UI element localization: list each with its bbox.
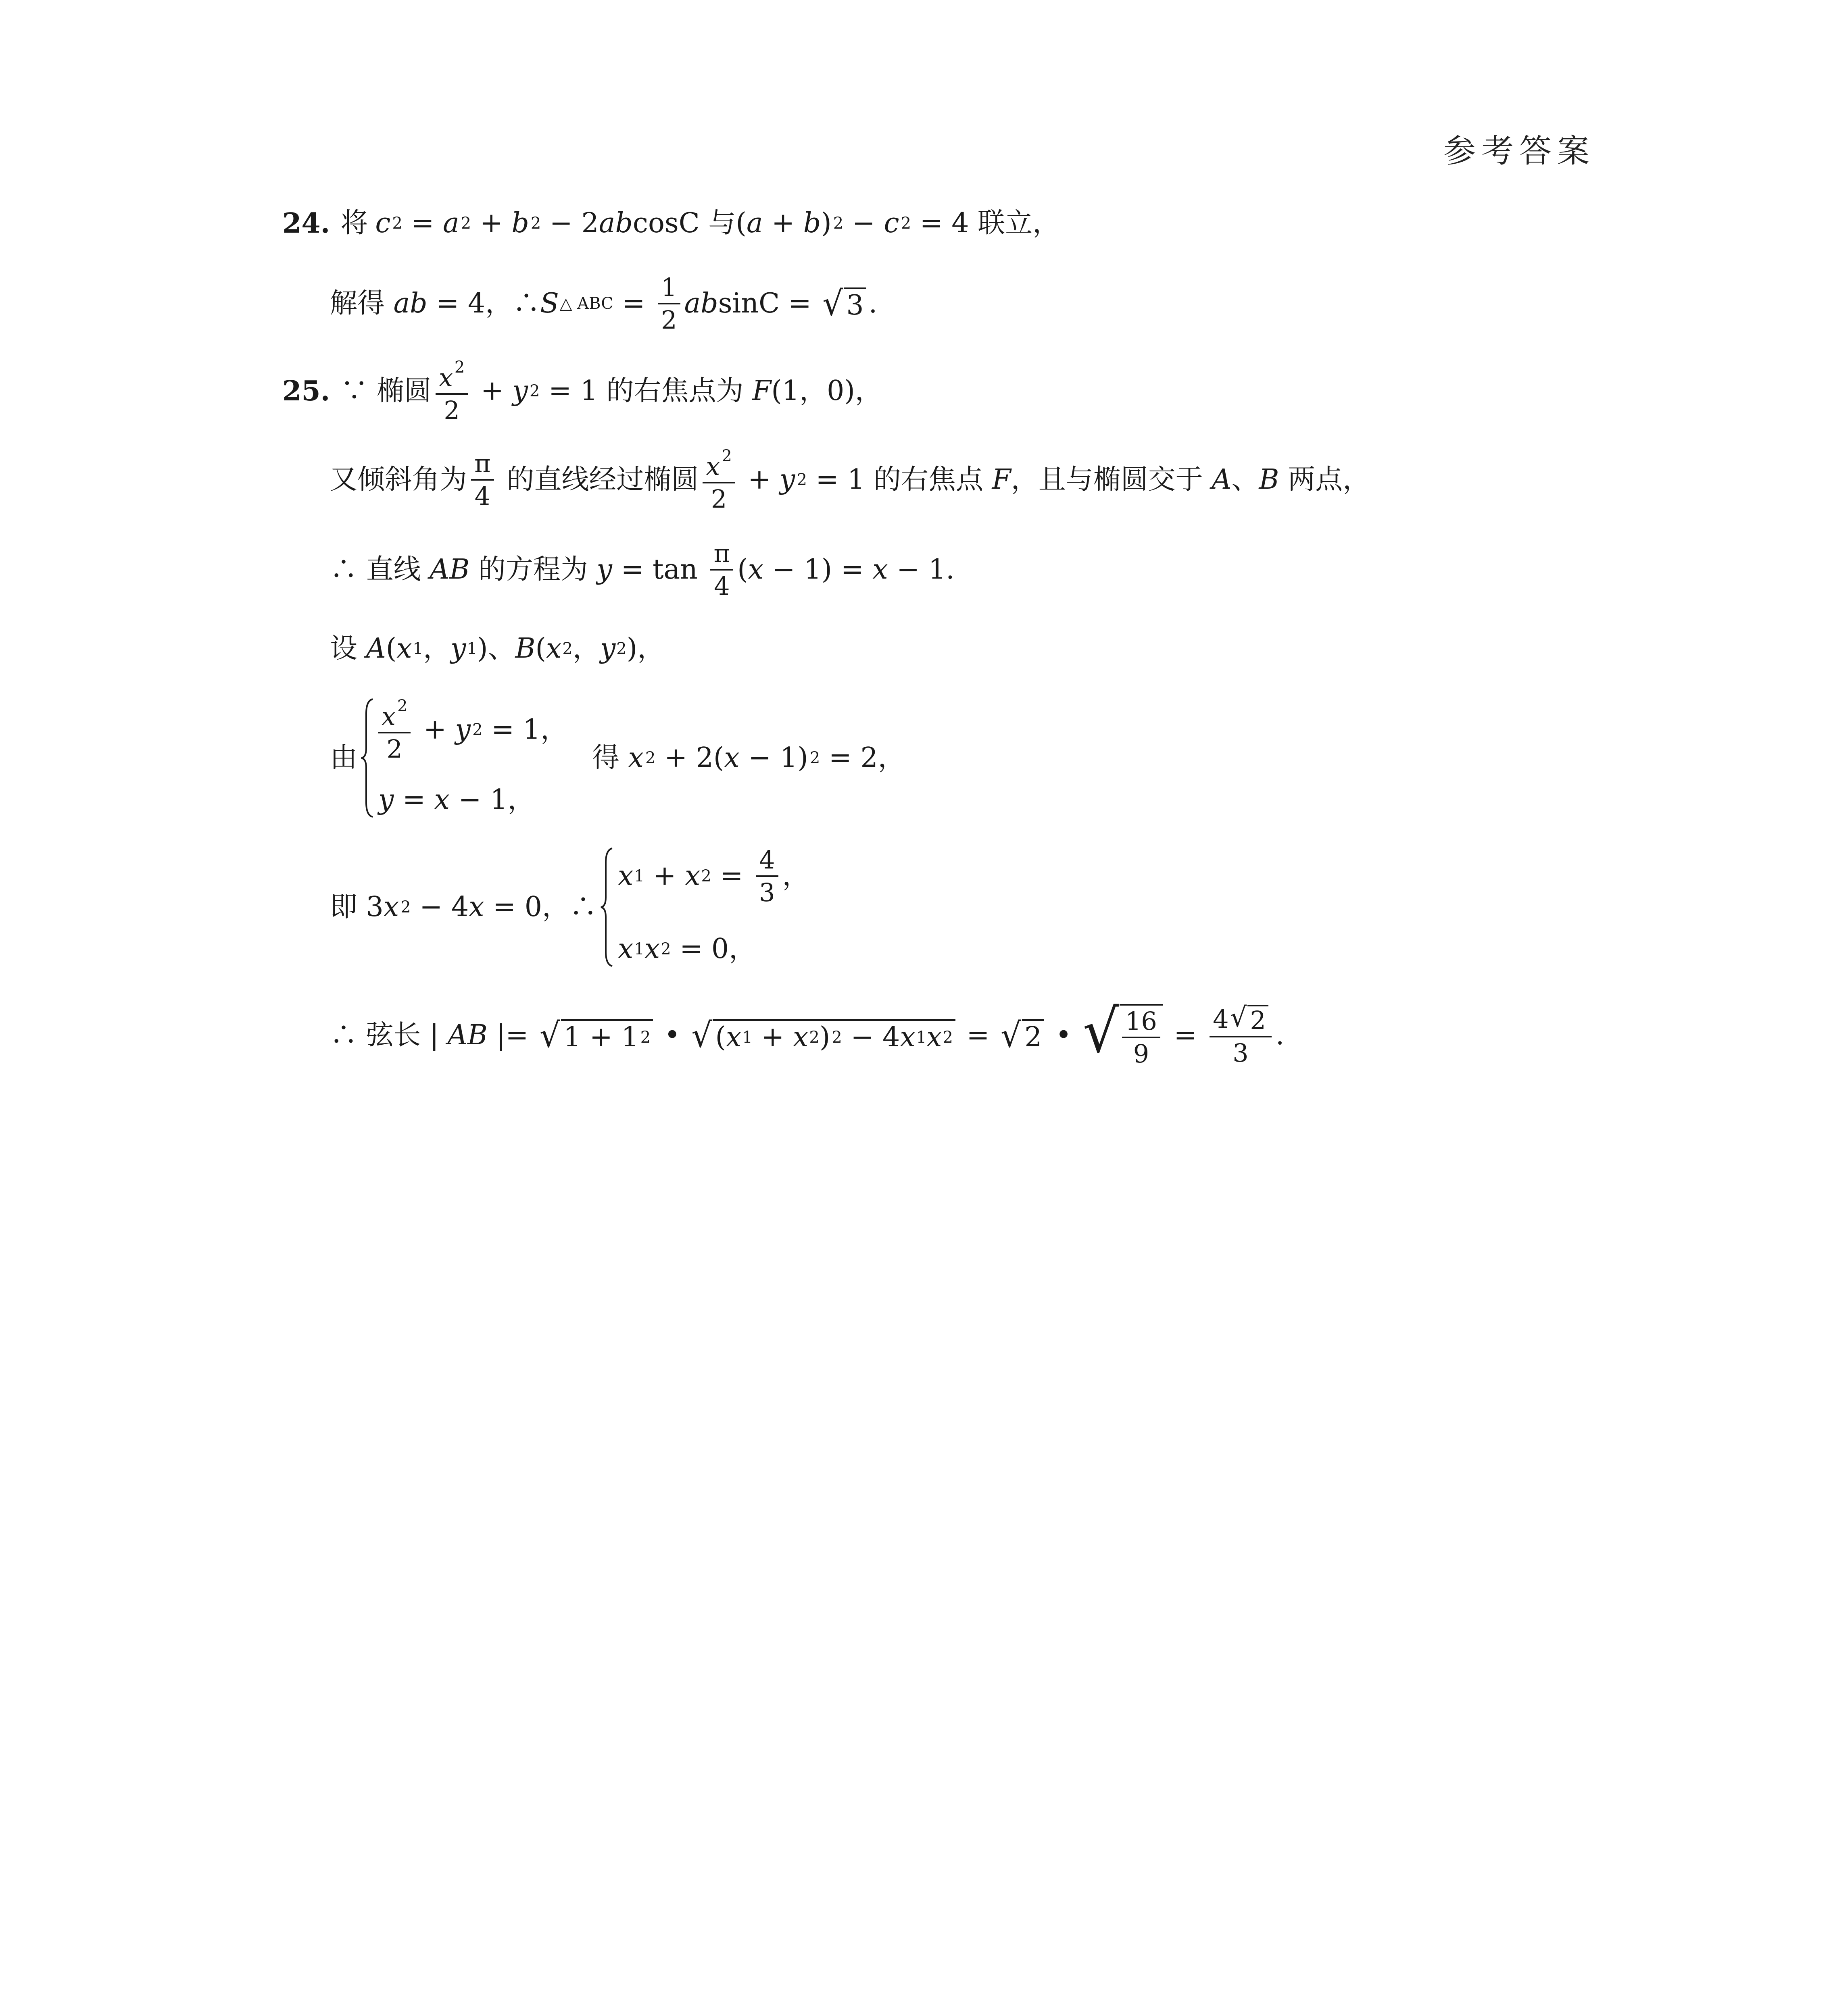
var-y: y bbox=[512, 375, 528, 407]
fraction bbox=[710, 540, 733, 599]
exponent: 2 bbox=[472, 721, 483, 739]
text: 设 bbox=[330, 633, 366, 664]
text: + bbox=[763, 207, 803, 239]
text: + bbox=[415, 714, 455, 746]
text: − 1， bbox=[450, 784, 535, 816]
text: (1，0)， bbox=[771, 375, 882, 407]
text: ( bbox=[386, 633, 397, 664]
var-b: b bbox=[511, 207, 529, 239]
subscript: 2 bbox=[562, 639, 573, 658]
var-x: x bbox=[469, 891, 484, 923]
var-B: B bbox=[515, 633, 536, 664]
text: sinC = bbox=[718, 287, 820, 320]
text: 即 3 bbox=[330, 891, 384, 923]
text: . bbox=[1275, 1019, 1285, 1052]
fraction bbox=[1122, 1008, 1160, 1067]
var-AB: AB bbox=[430, 554, 470, 586]
var-x: x bbox=[685, 860, 701, 892]
text: 两点， bbox=[1279, 464, 1370, 496]
text: 1 + 1 bbox=[563, 1021, 639, 1054]
var-b: b bbox=[803, 207, 821, 239]
square-root bbox=[1001, 1015, 1044, 1055]
exponent: 2 bbox=[397, 697, 408, 715]
var-AB: AB bbox=[447, 1019, 488, 1052]
subscript: 1 bbox=[634, 940, 644, 958]
numerator: 4 bbox=[756, 847, 778, 877]
text: + bbox=[472, 375, 513, 407]
square-root bbox=[822, 283, 866, 323]
text: ∴ 直线 bbox=[330, 554, 430, 586]
text: )、 bbox=[477, 633, 515, 664]
var-F: F bbox=[992, 464, 1011, 496]
text: • bbox=[1047, 1019, 1080, 1052]
problem-24-line-2 bbox=[330, 274, 877, 333]
text: = bbox=[1165, 1019, 1206, 1052]
equation-row bbox=[618, 935, 810, 968]
radical-sign: √ bbox=[539, 1015, 560, 1055]
text: = bbox=[402, 207, 443, 239]
left-brace-icon bbox=[599, 847, 615, 968]
subscript: 2 bbox=[943, 1028, 953, 1047]
page-header: 参考答案 bbox=[1443, 132, 1595, 170]
text: . bbox=[868, 287, 878, 320]
radical-sign: √ bbox=[691, 1015, 712, 1055]
text: ， bbox=[423, 633, 451, 664]
var-x: x bbox=[382, 702, 396, 731]
var-F: F bbox=[752, 375, 772, 407]
text: = 1， bbox=[482, 714, 568, 746]
subscript: 2 bbox=[616, 639, 627, 658]
var-x: x bbox=[618, 860, 634, 892]
text: • bbox=[655, 1019, 689, 1052]
denominator: 3 bbox=[1233, 1038, 1249, 1068]
numerator: π bbox=[471, 450, 494, 481]
text: + 2( bbox=[655, 742, 724, 774]
exponent: 2 bbox=[640, 1028, 651, 1047]
fraction bbox=[436, 359, 468, 423]
equation-row bbox=[378, 786, 568, 818]
numerator: 16 bbox=[1122, 1008, 1160, 1038]
subscript: △ ABC bbox=[559, 294, 613, 313]
denominator: 3 bbox=[759, 878, 775, 908]
subscript: 2 bbox=[809, 1028, 820, 1047]
radical-sign: √ bbox=[822, 283, 843, 323]
fraction bbox=[471, 450, 494, 509]
denominator: 2 bbox=[661, 305, 677, 335]
var-A: A bbox=[1212, 464, 1232, 496]
text: − 4 bbox=[411, 891, 469, 923]
var-x: x bbox=[546, 633, 562, 664]
numerator bbox=[1210, 1002, 1272, 1037]
text: + bbox=[471, 207, 512, 239]
problem-25-system-1 bbox=[330, 698, 905, 818]
var-y: y bbox=[450, 633, 466, 664]
var-ab: ab bbox=[684, 287, 718, 320]
exponent: 2 bbox=[530, 382, 540, 401]
left-brace-icon bbox=[359, 698, 375, 818]
var-x: x bbox=[706, 452, 720, 481]
exponent: 2 bbox=[833, 214, 844, 233]
text: − 1) bbox=[739, 742, 808, 774]
subscript: 1 bbox=[467, 639, 477, 658]
text: − 2 bbox=[541, 207, 599, 239]
radical-sign: √ bbox=[1230, 1002, 1247, 1033]
var-x: x bbox=[438, 363, 453, 392]
text: 的方程为 bbox=[469, 554, 597, 586]
problem-number: 25. bbox=[282, 375, 330, 408]
problem-25-system-2 bbox=[330, 847, 810, 968]
text: 与( bbox=[699, 207, 747, 239]
text: ) bbox=[821, 207, 832, 239]
fraction bbox=[703, 448, 735, 512]
text: = 2， bbox=[820, 742, 905, 774]
text: = 0，∴ bbox=[484, 891, 597, 923]
text: = 0， bbox=[671, 933, 757, 965]
system-of-equations bbox=[357, 698, 568, 818]
text: − 1) = bbox=[763, 554, 873, 586]
radicand: 2 bbox=[1022, 1019, 1044, 1052]
denominator: 9 bbox=[1133, 1039, 1149, 1069]
var-a: a bbox=[746, 207, 763, 239]
exponent: 2 bbox=[797, 471, 807, 489]
denominator: 4 bbox=[714, 571, 730, 601]
equation-row bbox=[378, 698, 568, 762]
text: 将 bbox=[340, 207, 368, 239]
problem-number: 24. bbox=[282, 207, 330, 240]
subscript: 1 bbox=[634, 867, 644, 886]
square-root bbox=[539, 1015, 653, 1055]
var-y: y bbox=[600, 633, 616, 664]
text: 又倾斜角为 bbox=[330, 464, 467, 496]
text: = bbox=[711, 860, 752, 892]
numerator bbox=[436, 359, 468, 395]
numerator: 1 bbox=[658, 274, 680, 304]
var-y: y bbox=[455, 714, 471, 746]
radicand bbox=[561, 1019, 653, 1052]
exponent: 2 bbox=[530, 214, 541, 233]
var-ab: ab bbox=[599, 207, 633, 239]
text: + bbox=[644, 860, 685, 892]
text: ( bbox=[737, 554, 748, 586]
var-x: x bbox=[926, 1021, 942, 1054]
text: 的直线经过椭圆 bbox=[498, 464, 699, 496]
text: = 1 的右焦点 bbox=[807, 464, 992, 496]
var-c: c bbox=[375, 207, 391, 239]
text: ，且与椭圆交于 bbox=[1011, 464, 1212, 496]
exponent: 2 bbox=[901, 214, 911, 233]
equation-row bbox=[618, 847, 810, 906]
radicand: 3 bbox=[844, 287, 866, 320]
subscript: 2 bbox=[661, 940, 671, 958]
exponent: 2 bbox=[645, 749, 656, 767]
exponent: 2 bbox=[832, 1028, 842, 1047]
exponent: 2 bbox=[461, 214, 471, 233]
problem-25-line-3 bbox=[330, 540, 955, 599]
exponent: 2 bbox=[400, 898, 411, 916]
text: )， bbox=[626, 633, 665, 664]
text: = tan bbox=[612, 554, 707, 586]
problem-25-line-4 bbox=[330, 635, 665, 662]
var-y: y bbox=[780, 464, 795, 496]
subscript: 1 bbox=[742, 1028, 753, 1047]
text: 得 bbox=[592, 742, 628, 774]
problem-24-line-1 bbox=[282, 207, 1060, 240]
text: ， bbox=[572, 633, 600, 664]
var-y: y bbox=[378, 784, 394, 816]
text: |= bbox=[487, 1019, 537, 1052]
text: cosC bbox=[632, 207, 700, 239]
text: ) bbox=[819, 1021, 830, 1054]
var-x: x bbox=[383, 891, 399, 923]
exponent: 2 bbox=[392, 214, 403, 233]
denominator: 2 bbox=[444, 396, 460, 425]
denominator: 4 bbox=[474, 481, 491, 511]
problem-25-line-1 bbox=[282, 359, 882, 423]
exponent: 2 bbox=[454, 358, 465, 377]
square-root bbox=[691, 1015, 955, 1055]
fraction bbox=[378, 698, 411, 762]
text: ∵ 椭圆 bbox=[340, 375, 432, 407]
square-root bbox=[1230, 1002, 1268, 1035]
text: = 4，∴ bbox=[427, 287, 540, 320]
square-root bbox=[1082, 997, 1163, 1069]
equation-rows bbox=[618, 847, 810, 968]
text: − 1. bbox=[888, 554, 955, 586]
var-c: c bbox=[884, 207, 899, 239]
text: = bbox=[613, 287, 654, 320]
radicand bbox=[1120, 1004, 1163, 1067]
radical-sign: √ bbox=[1001, 1015, 1022, 1055]
var-x: x bbox=[628, 742, 644, 774]
var-ab: ab bbox=[393, 287, 428, 320]
text: ∴ 弦长 | bbox=[330, 1019, 448, 1052]
var-x: x bbox=[726, 1021, 742, 1054]
text: = bbox=[957, 1019, 999, 1052]
var-x: x bbox=[748, 554, 764, 586]
text: = 4 联立， bbox=[911, 207, 1060, 239]
denominator: 2 bbox=[711, 484, 727, 514]
text: ( bbox=[535, 633, 546, 664]
equation-rows bbox=[378, 698, 568, 818]
var-x: x bbox=[872, 554, 888, 586]
problem-25-chord-length bbox=[330, 997, 1285, 1069]
var-x: x bbox=[396, 633, 412, 664]
subscript: 1 bbox=[916, 1028, 927, 1047]
numerator: π bbox=[710, 540, 733, 571]
radical-sign: √ bbox=[1082, 997, 1119, 1066]
numerator bbox=[378, 698, 411, 733]
text: − 4 bbox=[842, 1021, 900, 1054]
var-A: A bbox=[366, 633, 386, 664]
text: 4 bbox=[1213, 1004, 1229, 1034]
var-B: B bbox=[1259, 464, 1279, 496]
var-x: x bbox=[644, 933, 660, 965]
text: = bbox=[394, 784, 434, 816]
text: 解得 bbox=[330, 287, 394, 320]
var-S: S bbox=[540, 287, 559, 320]
problem-25-line-2 bbox=[330, 448, 1370, 512]
numerator bbox=[703, 448, 735, 483]
system-of-equations bbox=[597, 847, 810, 968]
exponent: 2 bbox=[722, 447, 732, 465]
var-x: x bbox=[434, 784, 450, 816]
subscript: 2 bbox=[701, 867, 711, 886]
fraction bbox=[1210, 1002, 1272, 1068]
var-x: x bbox=[793, 1021, 809, 1054]
text: + bbox=[752, 1021, 793, 1054]
var-y: y bbox=[596, 554, 612, 586]
radicand bbox=[713, 1019, 955, 1052]
text: + bbox=[739, 464, 780, 496]
radicand: 2 bbox=[1247, 1005, 1268, 1033]
denominator: 2 bbox=[386, 734, 403, 764]
var-a: a bbox=[443, 207, 459, 239]
var-x: x bbox=[724, 742, 740, 774]
text: 、 bbox=[1231, 464, 1259, 496]
text: ( bbox=[715, 1021, 726, 1054]
text: 由 bbox=[330, 742, 358, 774]
subscript: 1 bbox=[413, 639, 423, 658]
fraction bbox=[658, 274, 680, 333]
text: = 1 的右焦点为 bbox=[540, 375, 753, 407]
exponent: 2 bbox=[809, 749, 820, 767]
var-x: x bbox=[618, 933, 634, 965]
text: ， bbox=[782, 860, 810, 892]
fraction bbox=[756, 847, 778, 906]
text: − bbox=[843, 207, 884, 239]
var-x: x bbox=[900, 1021, 916, 1054]
